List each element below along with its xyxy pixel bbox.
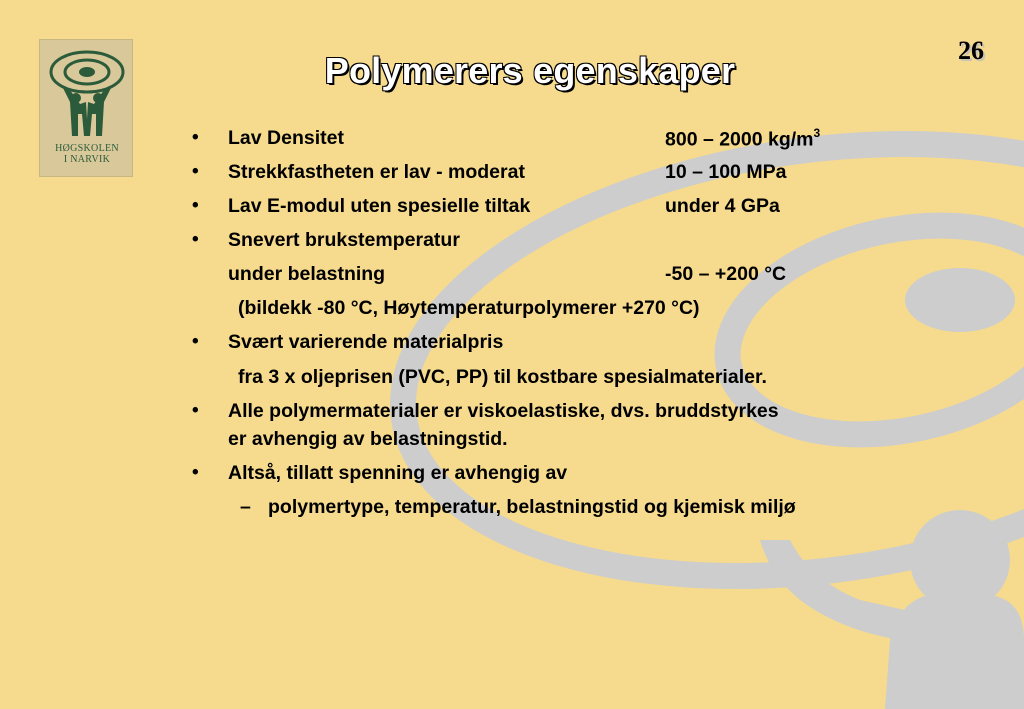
bullet-marker: • xyxy=(192,331,199,352)
bullet-1-label: Lav Densitet xyxy=(228,127,344,149)
bullet-5-note: fra 3 x oljeprisen (PVC, PP) til kostbare spesialmaterialer. xyxy=(238,366,767,388)
bullet-marker: • xyxy=(192,195,199,216)
slide-title: Polymerers egenskaper xyxy=(324,50,736,91)
bullet-marker: • xyxy=(192,161,199,182)
bullet-marker: • xyxy=(192,400,199,421)
bullet-marker: • xyxy=(192,127,199,148)
bullet-6-line2: er avhengig av belastningstid. xyxy=(228,428,508,450)
bullet-1-value xyxy=(665,127,820,152)
logo-text-line2: I NARVIK xyxy=(63,154,111,165)
bullet-7-sub-item: polymertype, temperatur, belastningstid og kjemisk miljø xyxy=(268,496,796,518)
bullet-4-continuation-label: under belastning xyxy=(228,263,386,285)
bullet-2-label: Strekkfastheten er lav - moderat xyxy=(228,161,525,183)
bullet-7-label: Altså, tillatt spenning er avhengig av xyxy=(228,462,568,484)
slide-number: 26 xyxy=(958,36,984,65)
bullet-5-label: Svært varierende materialpris xyxy=(228,331,504,353)
logo-text-line1: HØGSKOLEN xyxy=(55,143,119,154)
sub-bullet-dash: – xyxy=(240,496,251,518)
bullet-1-value-superscript: 3 xyxy=(813,126,821,140)
bullet-marker: • xyxy=(192,229,199,250)
bullet-6-line1: Alle polymermaterialer er viskoelastiske, dvs. bruddstyrkes xyxy=(228,400,779,422)
bullet-2-value: 10 – 100 MPa xyxy=(665,161,787,183)
bullet-4-label: Snevert brukstemperatur xyxy=(228,229,460,251)
bullet-3-label: Lav E-modul uten spesielle tiltak xyxy=(228,195,531,217)
bullet-1-value-text: 800 – 2000 kg/m xyxy=(665,128,814,151)
bullet-4-note: (bildekk -80 °C, Høytemperaturpolymerer +270 °C) xyxy=(238,297,700,319)
bullet-marker: • xyxy=(192,462,199,483)
bullet-4-continuation-value: -50 – +200 °C xyxy=(665,263,787,285)
bullet-3-value: under 4 GPa xyxy=(665,195,780,217)
